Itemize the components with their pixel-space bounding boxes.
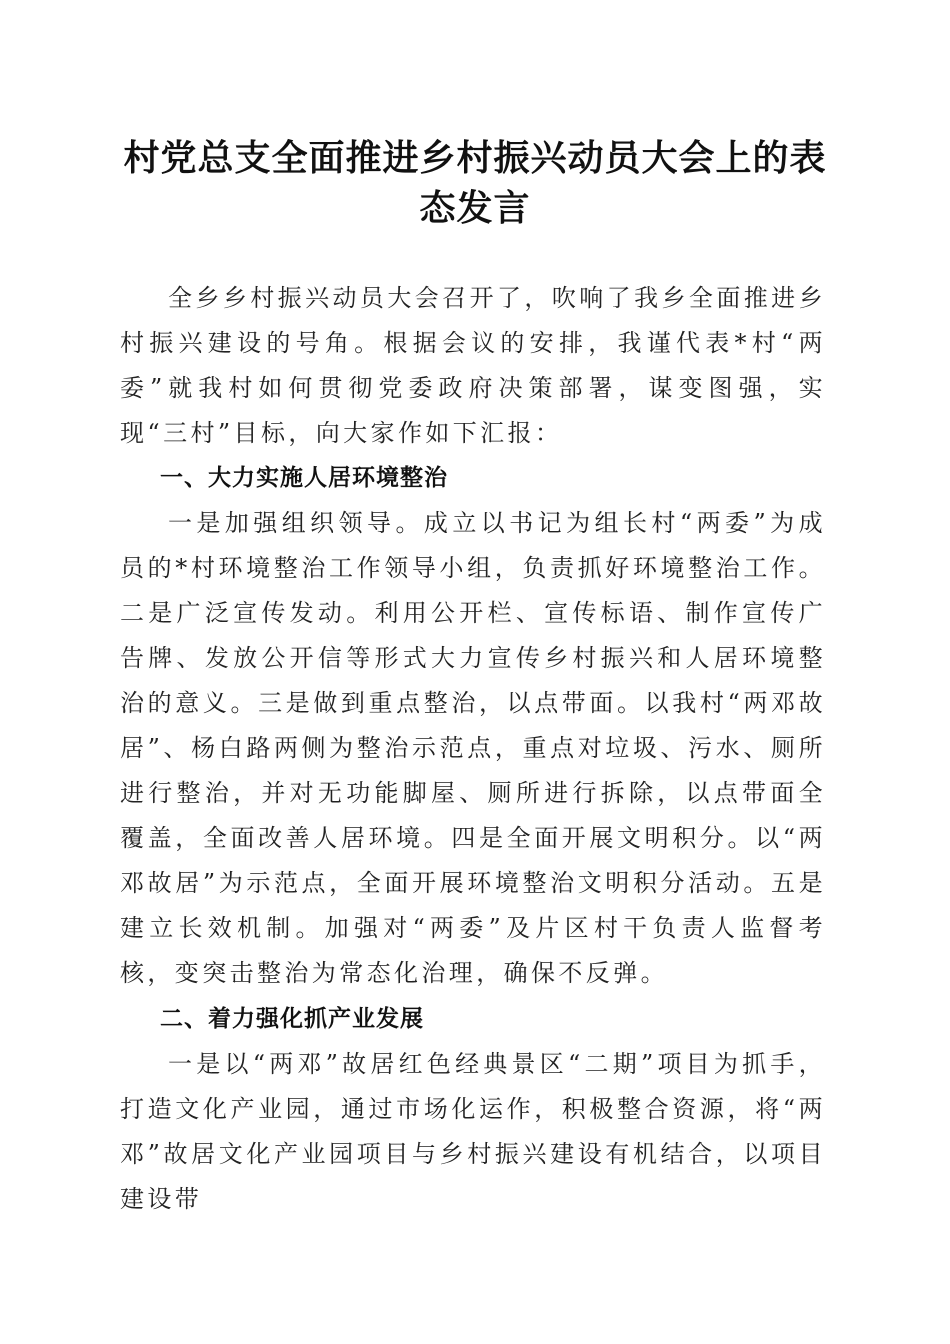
- section-paragraph-1: 一是加强组织领导。成立以书记为组长村“两委”为成员的*村环境整治工作领导小组，负责抓好环境整治工作。二是广泛宣传发动。利用公开栏、宣传标语、制作宣传广告牌、发放公开信等形式大力宣传乡村振兴和人居环境整治的意义。三是做到重点整治，以点带面。以我村“两邓故居”、杨白路两侧为整治示范点，重点对垃圾、污水、厕所进行整治，并对无功能脚屋、厕所进行拆除，以点带面全覆盖，全面改善人居环境。四是全面开展文明积分。以“两邓故居”为示范点，全面开展环境整治文明积分活动。五是建立长效机制。加强对“两委”及片区村干负责人监督考核，变突击整治为常态化治理，确保不反弹。: [120, 509, 826, 987]
- document-body: [120, 276, 826, 1222]
- document-title: 村党总支全面推进乡村振兴动员大会上的表态发言: [123, 137, 827, 229]
- section-paragraph-2: 一是以“两邓”故居红色经典景区“二期”项目为抓手，打造文化产业园，通过市场化运作，积极整合资源，将“两邓”故居文化产业园项目与乡村振兴建设有机结合，以项目建设带: [120, 1050, 826, 1213]
- intro-paragraph: 全乡乡村振兴动员大会召开了，吹响了我乡全面推进乡村振兴建设的号角。根据会议的安排，我谨代表*村“两委”就我村如何贯彻党委政府决策部署，谋变图强，实现“三村”目标，向大家作如下汇报：: [120, 284, 826, 447]
- section-heading-2: 二、着力强化抓产业发展: [160, 1006, 424, 1032]
- section-heading-1: 一、大力实施人居环境整治: [160, 465, 448, 491]
